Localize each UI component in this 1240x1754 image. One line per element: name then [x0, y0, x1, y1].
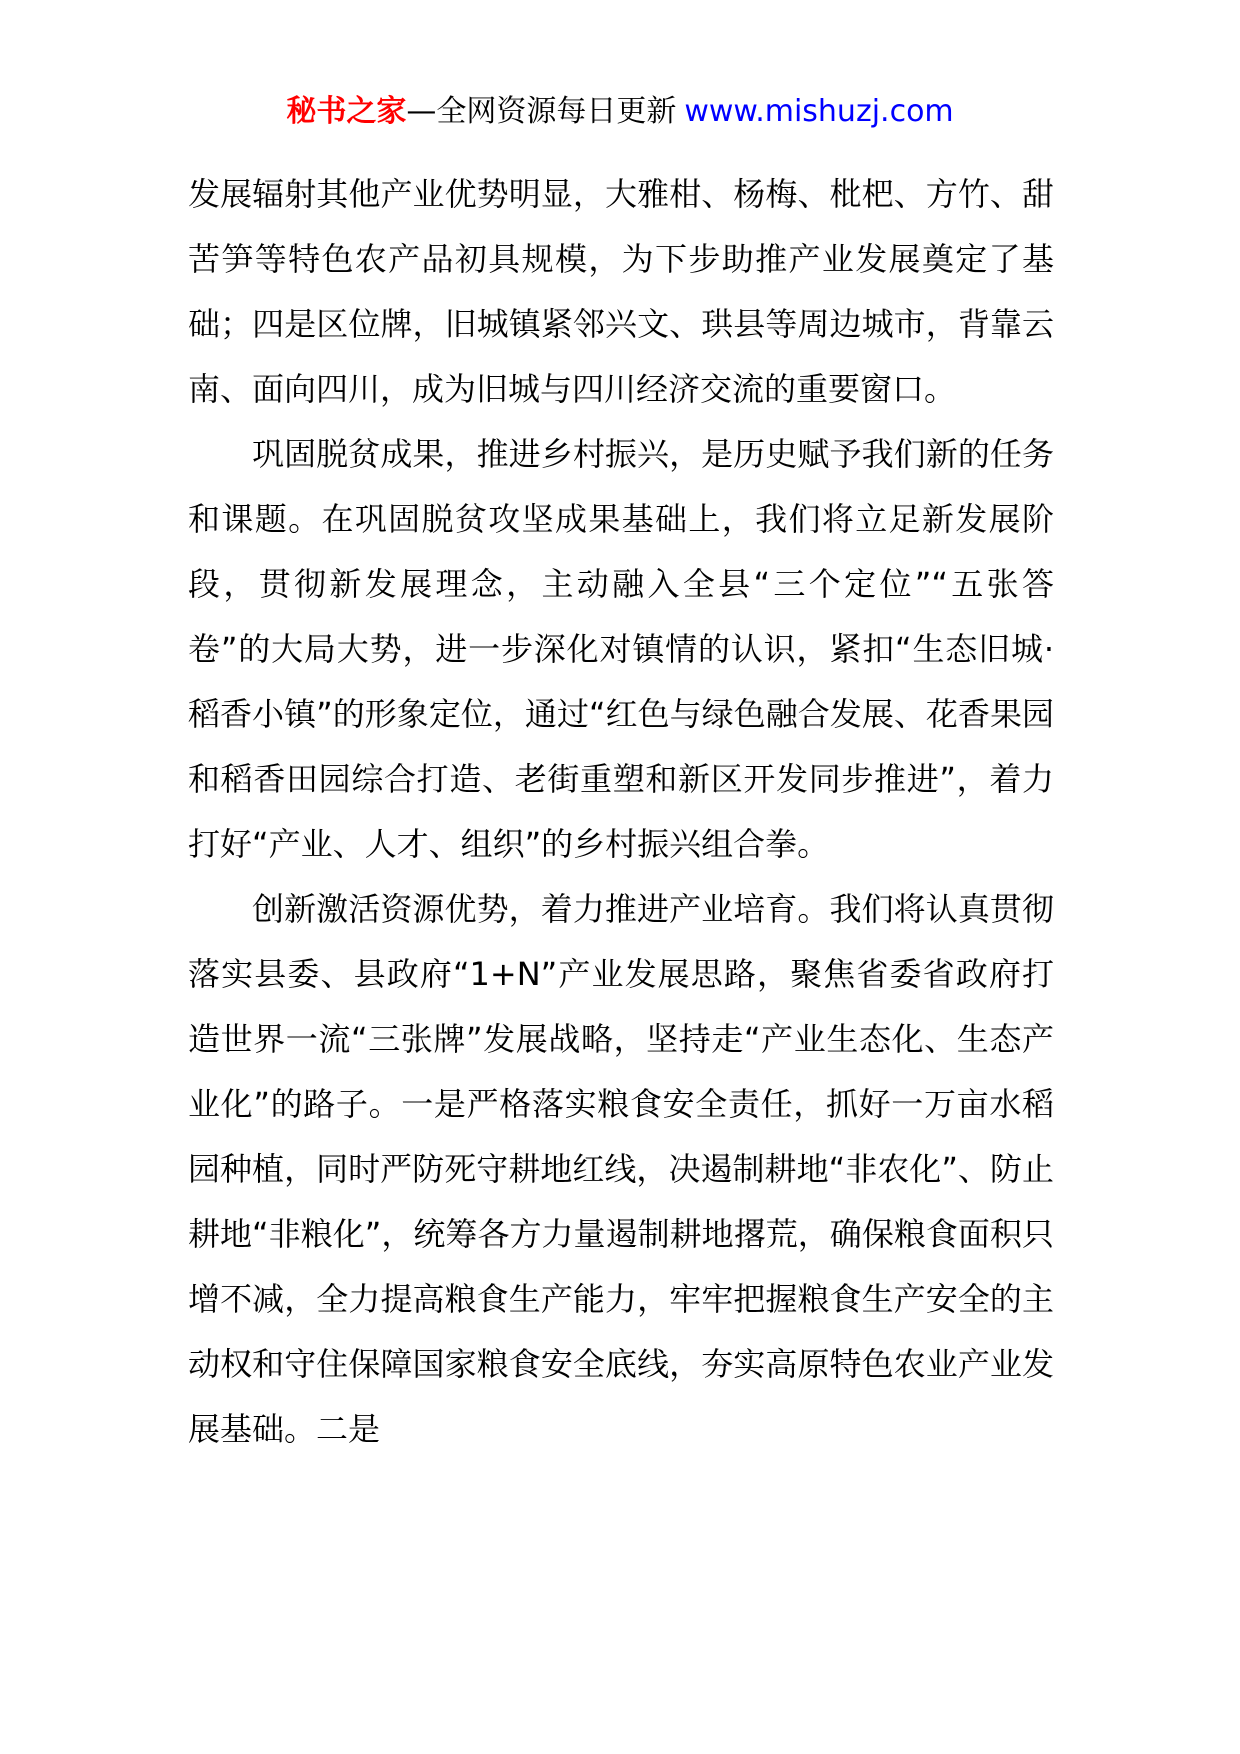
document-body [188, 162, 1054, 1462]
site-brand: 秘书之家 [286, 94, 407, 129]
site-url-link[interactable]: www.mishuzj.com [684, 94, 954, 129]
paragraph-3: 创新激活资源优势，着力推进产业培育。我们将认真贯彻落实县委、县政府“1+N”产业发展思路，聚焦省委省政府打造世界一流“三张牌”发展战略，坚持走“产业生态化、生态产业化”的路子。一是严格落实粮食安全责任，抓好一万亩水稻园种植，同时严防死守耕地红线，决遏制耕地“非农化”、防止耕地“非粮化”，统筹各方力量遏制耕地撂荒，确保粮食面积只增不减，全力提高粮食生产能力，牢牢把握粮食生产安全的主动权和守住保障国家粮食安全底线，夯实高原特色农业产业发展基础。二是 [188, 890, 1054, 1448]
site-tagline: —全网资源每日更新 [406, 94, 677, 129]
paragraph-1: 发展辐射其他产业优势明显，大雅柑、杨梅、枇杷、方竹、甜苦笋等特色农产品初具规模，为下步助推产业发展奠定了基础；四是区位牌，旧城镇紧邻兴文、珙县等周边城市，背靠云南、面向四川，成为旧城与四川经济交流的重要窗口。 [188, 175, 1054, 408]
paragraph-2: 巩固脱贫成果，推进乡村振兴，是历史赋予我们新的任务和课题。在巩固脱贫攻坚成果基础上，我们将立足新发展阶段，贯彻新发展理念，主动融入全县“三个定位”“五张答卷”的大局大势，进一步深化对镇情的认识，紧扣“生态旧城·稻香小镇”的形象定位，通过“红色与绿色融合发展、花香果园和稻香田园综合打造、老街重塑和新区开发同步推进”，着力打好“产业、人才、组织”的乡村振兴组合拳。 [188, 435, 1054, 863]
site-header [0, 92, 1240, 132]
